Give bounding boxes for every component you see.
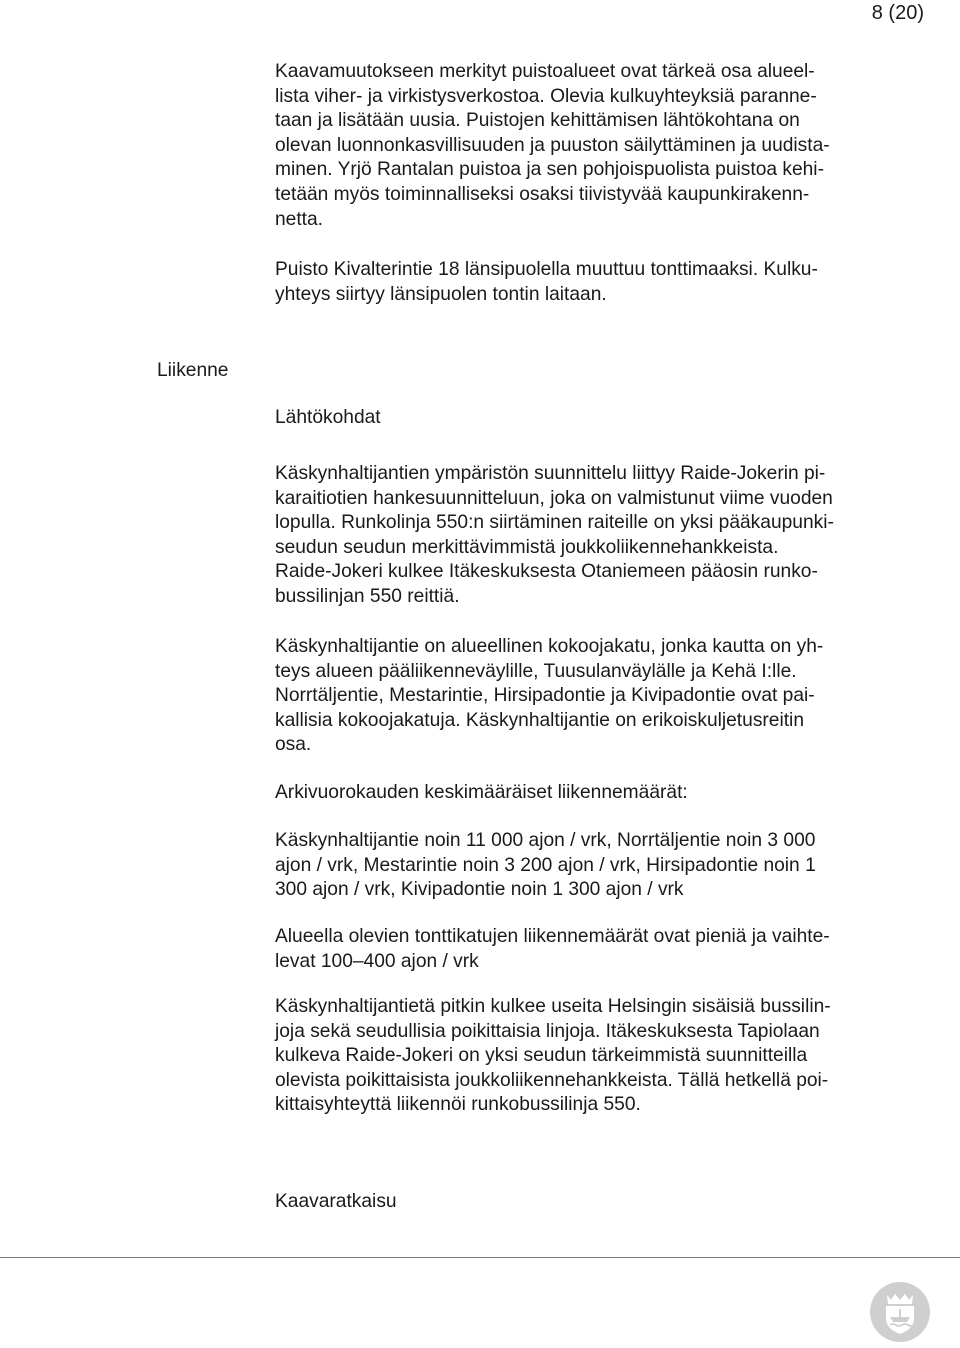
- traffic-volumes-heading: [275, 781, 905, 806]
- text-line: bussilinjan 550 reittiä.: [275, 585, 460, 607]
- text-line: minen. Yrjö Rantalan puistoa ja sen pohjoispuolista puistoa kehi-: [275, 159, 824, 181]
- heading-kaavaratkaisu: [275, 1190, 905, 1215]
- text-line: karaitiotien hankesuunnitteluun, joka on valmistunut viime vuoden: [275, 487, 833, 509]
- side-heading-liikenne: Liikenne: [157, 360, 229, 381]
- park-paragraph-1: [275, 60, 905, 232]
- text-line: joja sekä seudullisia poikittaisia linjoja. Itäkeskuksesta Tapiolaan: [275, 1020, 820, 1042]
- text-line: tetään myös toiminnalliseksi osaksi tiivistyvää kaupunkirakenn-: [275, 183, 810, 205]
- text-line: taan ja lisätään uusia. Puistojen kehittämisen lähtökohtana on: [275, 110, 800, 132]
- text-line: Lähtökohdat: [275, 407, 381, 428]
- helsinki-crest-icon: [869, 1281, 931, 1343]
- text-line: olevista poikittaisista joukkoliikennehankkeista. Tällä hetkellä poi-: [275, 1069, 829, 1091]
- text-line: Norrtäljentie, Mestarintie, Hirsipadontie ja Kivipadontie ovat pai-: [275, 685, 815, 707]
- text-line: Kaavaratkaisu: [275, 1191, 397, 1212]
- text-line: kittaisyhteyttä liikennöi runkobussilinja 550.: [275, 1094, 641, 1116]
- text-line: Käskynhaltijantie on alueellinen kokoojakatu, jonka kautta on yh-: [275, 636, 824, 657]
- traffic-paragraph-2: [275, 635, 905, 758]
- traffic-paragraph-1: [275, 462, 905, 610]
- text-line: 300 ajon / vrk, Kivipadontie noin 1 300 ajon / vrk: [275, 879, 684, 901]
- text-line: netta.: [275, 208, 324, 230]
- text-line: lopulla. Runkolinja 550:n siirtäminen raiteille on yksi pääkaupunki-: [275, 512, 834, 534]
- text-line: Puisto Kivalterintie 18 länsipuolella muuttuu tonttimaaksi. Kulku-: [275, 259, 818, 280]
- text-line: osa.: [275, 734, 312, 756]
- text-line: yhteys siirtyy länsipuolen tontin laitaan.: [275, 283, 607, 305]
- text-line: Raide-Jokeri kulkee Itäkeskuksesta Otaniemeen pääosin runko-: [275, 561, 818, 583]
- text-line: teys alueen pääliikenneväylille, Tuusulanväylälle ja Kehä I:lle.: [275, 660, 797, 682]
- page-number: 8 (20): [871, 2, 924, 24]
- text-line: ajon / vrk, Mestarintie noin 3 200 ajon / vrk, Hirsipadontie noin 1: [275, 854, 816, 876]
- text-line: kulkeva Raide-Jokeri on yksi seudun tärkeimmistä suunnitteilla: [275, 1045, 808, 1067]
- text-line: kallisia kokoojakatuja. Käskynhaltijantie on erikoiskuljetusreitin: [275, 709, 804, 731]
- text-line: Käskynhaltijantietä pitkin kulkee useita Helsingin sisäisiä bussilin-: [275, 996, 831, 1017]
- text-line: lista viher- ja virkistysverkostoa. Olevia kulkuyhteyksiä paranne-: [275, 85, 817, 107]
- text-line: olevan luonnonkasvillisuuden ja puuston säilyttäminen ja uudista-: [275, 134, 830, 156]
- traffic-paragraph-3: [275, 829, 905, 903]
- text-line: seudun seudun merkittävimmistä joukkoliikennehankkeista.: [275, 536, 779, 558]
- park-paragraph-2: [275, 258, 905, 307]
- traffic-paragraph-4: [275, 925, 905, 974]
- text-line: levat 100–400 ajon / vrk: [275, 950, 479, 972]
- text-line: Alueella olevien tonttikatujen liikennemäärät ovat pieniä ja vaihte-: [275, 926, 830, 947]
- footer-divider: [0, 1257, 960, 1258]
- text-line: Käskynhaltijantie noin 11 000 ajon / vrk, Norrtäljentie noin 3 000: [275, 830, 816, 851]
- text-line: Käskynhaltijantien ympäristön suunnittelu liittyy Raide-Jokerin pi-: [275, 463, 826, 484]
- subheading-lahtokohdat: [275, 406, 905, 431]
- text-line: Arkivuorokauden keskimääräiset liikennemäärät:: [275, 782, 688, 803]
- text-line: Kaavamuutokseen merkityt puistoalueet ovat tärkeä osa alueel-: [275, 61, 815, 82]
- traffic-paragraph-5: [275, 995, 905, 1118]
